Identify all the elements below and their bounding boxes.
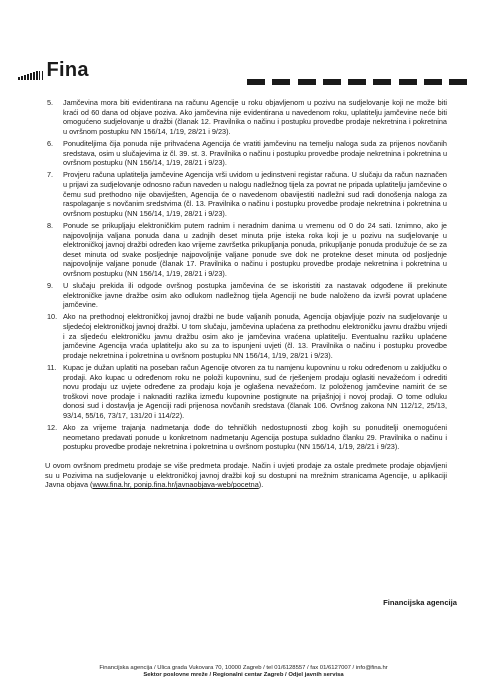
- footer-department: Sektor poslovne mreže / Regionalni centar Zagreb / Odjel javnih servisa: [143, 672, 344, 679]
- conditions-list: [47, 98, 447, 452]
- item-number: 11.: [47, 363, 57, 372]
- list-item: [47, 363, 447, 421]
- item-text: Ako za vrijeme trajanja nadmetanja dođe do tehničkih nedostupnosti zbog kojih su ponuditelji onemogućeni neometano predavati ponude u konkretnom nadmetanju Agencija postupa sukladno članku 29. Pravilnika o načinu i postupku provedbe prodaje nekretnina i pokretnina u ovršnom postupku (NN 156/14, 1/19, 28/21 i 9/23).: [63, 423, 447, 452]
- list-item: [47, 312, 447, 360]
- item-text: Ponuditeljima čija ponuda nije prihvaćena Agencija će vratiti jamčevinu na temelju naloga suda za prijenos novčanih sredstava, osim u slučajevima iz čl. 39. st. 3. Pravilnika o načinu i postupku provedbe prodaje nekretnina i pokretnina u ovršnom postupku (NN 156/14, 1/19, 28/21 i 9/23).: [63, 138, 447, 168]
- footer-address: Financijska agencija / Ulica grada Vukovara 70, 10000 Zagreb / tel 01/6128557 / fax 01/6127007 / info@fina.hr: [99, 665, 388, 671]
- item-number: 8.: [47, 220, 54, 230]
- fina-logo: [18, 56, 89, 80]
- page-footer: [0, 665, 487, 679]
- list-item: [47, 139, 447, 168]
- item-number: 7.: [47, 170, 54, 180]
- item-number: 12.: [47, 423, 58, 433]
- logo-bars-icon: [18, 71, 43, 80]
- page-header: [0, 0, 487, 100]
- item-text: Kupac je dužan uplatiti na poseban račun Agencije otvoren za tu namjenu kupovninu u roku određenom u zaključku o prodaji. Ako kupac u određenom roku ne položi kupovninu, sud će rješenjem prodaju oglasiti nevažećom i odrediti novu prodaju uz uvjete određene za prodaju koja je oglašena nevažećom. Iz položenog jamčevine namirit će se troškovi nove prodaje i naknaditi razlika između kupovnine postignute na prijašnjoj i novoj prodaji. O tome odluku donosi sud i dostavlja je Agenciji radi prijenosa novčanih sredstava (članak 106. Ovršnog zakona NN 112/12, 25/13, 93/14, 55/16, 73/17, 131/20 i 114/22).: [63, 363, 447, 420]
- list-item: [47, 98, 447, 136]
- website-link[interactable]: www.fina.hr, ponip.fina.hr/javnaobjava-web/pocetna: [92, 480, 259, 490]
- closing-end: ).: [258, 480, 264, 490]
- closing-text: U ovom ovršnom predmetu prodaje se više predmeta prodaje. Način i uvjeti prodaje za ostale predmete prodaje objavljeni su u Pozivima na sudjelovanje u elektroničkoj javnoj dražbi koji su dostupni na mrežnim stranicama Agencije, u aplikaciji Javna objava (: [45, 460, 447, 490]
- header-dash-decoration: [247, 79, 467, 85]
- list-item: [47, 221, 447, 279]
- item-number: 5.: [47, 98, 54, 107]
- item-text: Ako na prethodnoj elektroničkoj javnoj dražbi ne bude valjanih ponuda, Agencija objavljuje poziv na sudjelovanje u sljedećoj elektroničkoj javnoj dražbi. U tom slučaju, jamčevina uplaćena za prethodnu elektroničku javnu dražbu vrijedi i za sljedeću elektroničku javnu dražbu osim ako je jamčevina vraćena uplatitelju. Eventualnu razliku uplaćene jamčevine Agencija vraća uplatitelju ako su za to ispunjeni uvjeti (čl. 13. Pravilnika o načinu i postupku provedbe prodaje nekretnina i pokretnina u ovršnom postupku NN 156/14, 1/19, 28/21 i 9/23).: [63, 312, 447, 360]
- item-text: Jamčevina mora biti evidentirana na računu Agencije u roku objavljenom u pozivu na sudjelovanje koji ne može biti kraći od 60 dana od objave poziva. Ako jamčevina nije evidentirana u navedenom roku, uplatitelju jamčevine neće biti omogućeno sudjelovanje u dražbi (članak 12. Pravilnika o načinu i postupku provedbe prodaje nekretnina i pokretnina u ovršnom postupku NN 156/14, 1/19, 28/21 i 9/23).: [63, 98, 447, 136]
- item-text: Provjeru računa uplatitelja jamčevine Agencija vrši uvidom u jedinstveni registar računa. U slučaju da račun naznačen u prijavi za sudjelovanje odnosno račun naveden u nalogu nadležnog tijela za povrat ne pripada uplatitelju jamčevine o čemu sud prethodno nije obaviješten, Agencija će o navedenom obavijestiti nadležni sud radi donošenja naloga za raspolaganje s novčanim sredstvima (čl. 13. Pravilnika o načinu i postupku provedbe prodaje nekretnina i pokretnina u ovršnom postupku (NN 156/14, 1/19, 28/21 i 9/23).: [63, 170, 447, 218]
- list-item: [47, 281, 447, 310]
- item-number: 6.: [47, 138, 54, 148]
- document-body: [47, 98, 447, 497]
- list-item: [47, 423, 447, 452]
- item-text: Ponude se prikupljaju elektroničkim putem radnim i neradnim danima u vremenu od 0 do 24 sati. Iznimno, ako je najpovoljnija valjana ponuda dana u zadnjih deset minuta prije isteka roka koji je u pozivu na sudjelovanje u elektroničkoj javnoj dražbi određen kao vrijeme završetka prikupljanja ponuda, prikupljanje ponuda produžuje će se za deset minuta od svake posljednje najpovoljnije valjane ponude sve dok ne protekne deset minuta od posljednje najpovoljnije valjane ponude (članak 17. Pravilnika o načinu i postupku provedbe prodaje nekretnina i pokretnina u ovršnom postupku (NN 156/14, 1/19, 28/21 i 9/23).: [63, 220, 447, 278]
- closing-paragraph: [45, 461, 447, 490]
- list-item: [47, 170, 447, 218]
- logo-text: Fina: [46, 59, 89, 81]
- signature: Financijska agencija: [383, 598, 457, 607]
- item-number: 10.: [47, 312, 58, 322]
- item-number: 9.: [47, 281, 54, 291]
- item-text: U slučaju prekida ili odgode ovršnog postupka jamčevina će se iskoristiti za nastavak odgođene ili prekinute elektroničke javne dražbe osim ako odlukom nadležnog tijela Agenciji ne bude naloženo da izvrši povrat uplaćene jamčevine.: [63, 281, 447, 310]
